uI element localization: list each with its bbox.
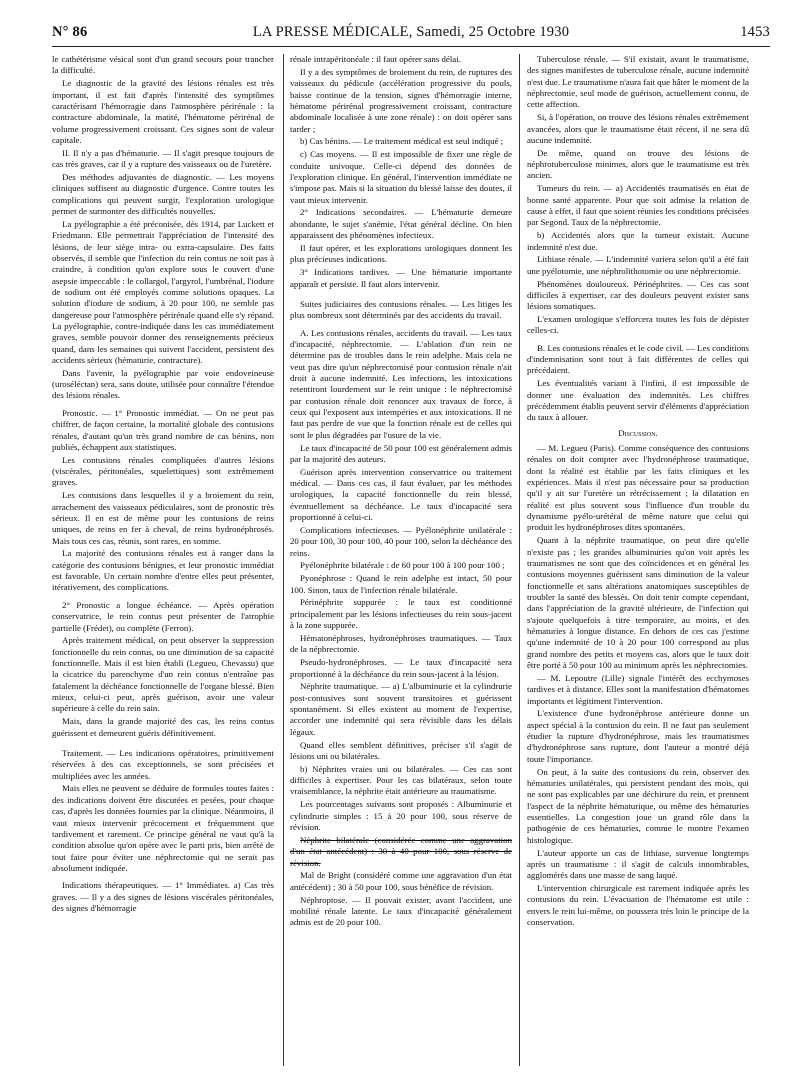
- paragraph: L'existence d'une hydronéphrose antérieure donne un aspect spécial à la contusion du rein. Il ne faut pas seulement étudier la rupture d'hydronéphrose, mais les traumatismes d'hydronéphrose sans rupture, dont l'auteur a montré déjà toute l'importance.: [527, 708, 749, 764]
- paragraph: Périnéphrite suppurée : le taux est conditionné principalement par les lésions infectieuses du rein sous-jacent à la zone suppurée.: [290, 597, 512, 631]
- paragraph: A. Les contusions rénales, accidents du travail. — Les taux d'incapacité, néphrectomie. — L'ablation d'un rein ne détermine pas de troubles dans le rein adelphe. Mais cela ne veut pas dire qu'un néphrectomisé pour contusion rénale n'ait droit à aucune indemnité. Les infections, les intoxications retentiront lourdement sur le rein unique : le néphrectomisé par contusion rénale doit renoncer aux travaux de force, à ceux qui l'exposent aux intempéries et aux intoxications. Il ne faut pas perdre de vue que la fonction rénale est de celles qui sont le plus dégradées par l'usure de la vie.: [290, 327, 512, 440]
- paragraph: L'intervention chirurgicale est rarement indiquée après les contusions du rein. L'évacuation de l'hématome est utile : envers le rein lui-même, on poussera très loin le principe de la conservation.: [527, 883, 749, 928]
- paragraph: 2° Indications secondaires. — L'hématurie demeure abondante, le sujet s'anémie, l'état général décline. On bien apparaissent des phénomènes infectieux.: [290, 207, 512, 241]
- paragraph: Indications thérapeutiques. — 1° Immédiates. a) Cas très graves. — Il y a des signes de lésions viscérales péritonéales, des signes d'hémorragie: [52, 880, 274, 913]
- journal-title: LA PRESSE MÉDICALE, Samedi, 25 Octobre 1930: [252, 24, 570, 40]
- paragraph: rénale intrapéritonéale : il faut opérer sans délai.: [290, 54, 461, 64]
- paragraph: De même, quand on trouve des lésions de néphrotuberculose minimes, alors que le traumatisme est très ancien.: [527, 147, 749, 181]
- paragraph: Traitement. — Les indications opératoires, primitivement réservées à des cas exceptionnels, se sont précisées et multipliées avec les années.: [52, 747, 274, 781]
- paragraph: Les contusions dans lesquelles il y a broiement du rein, arrachement des vaisseaux pédiculaires, sont de pronostic très sérieux. Il en est de même pour les contusions de reins uniques, de reins en fer à cheval, de reins hydronéphrosés. Mais tous ces cas, réunis, sont rares, en somme.: [52, 490, 274, 546]
- paragraph: b) Cas bénins. — Le traitement médical est seul indiqué ;: [300, 136, 504, 147]
- paragraph: Tumeurs du rein. — a) Accidentés traumatisés en état de bonne santé apparente. Pour que soit admise la relation de cause à effet, il faut que soient réunies les conditions précisées par Segond. Taux de la néphrectomie.: [527, 183, 749, 228]
- column-divider: [283, 54, 284, 1066]
- paragraph: Quant à la néphrite traumatique, on peut dire qu'elle n'existe pas ; les grandes albuminuries qu'on voit après les traumatismes ne sont que des coïncidences et en général les contusions moyennes guérissent sans diminution de la valeur fonctionnelle et sans altérations anatomiques susceptibles de troubler la santé des blessés. On doit tenir compte cependant, dans l'appréciation de la gravité ultérieure, de l'infection qui s'ajoute quelquefois à titre temporaire, au moins, et des hématuries à longue distance. En dehors de ces cas j'estime qu'une indemnité de 10 à 20 pour 100 correspond au plus grand nombre des petits et moyens cas, alors que le taux doit être porté à 50 pour 100 au minimum après les néphrectomies.: [527, 535, 749, 671]
- paragraph: Les contusions rénales compliquées d'autres lésions (viscérales, péritonéales, squelettiques) sont extrêmement graves.: [52, 454, 274, 488]
- page-header: [52, 22, 770, 47]
- issue-number: N° 86: [52, 24, 88, 40]
- paragraph: Mal de Bright (considéré comme une aggravation d'un état antécédent) ; 30 à 50 pour 100, sous bénéfice de révision.: [290, 870, 512, 892]
- paragraph: c) Cas moyens. — Il est impossible de fixer une règle de conduite univoque. Celle-ci dépend des données de l'exploration clinique. En général, l'intervention immédiate ne s'impose pas. Mais si la situation du blessé laisse des doutes, il vaut mieux intervenir.: [290, 149, 512, 205]
- paragraph: Mais, dans la grande majorité des cas, les reins contus guérissent et demeurent guéris définitivement.: [52, 716, 274, 738]
- paragraph: 3° Indications tardives. — Une hématurie importante apparaît et persiste. Il faut alors intervenir.: [290, 267, 512, 289]
- paragraph: 2° Pronostic a longue échéance. — Après opération conservatrice, le rein contus peut présenter de l'atrophie partielle (Frédet), ou complète (Ferron).: [52, 599, 274, 633]
- paragraph: Les pourcentages suivants sont proposés : Albuminurie et cylindrurie simples : 15 à 20 pour 100, sous réserve de révision.: [290, 799, 512, 832]
- paragraph: Phénomènes douloureux. Périnéphrites. — Ces cas sont difficiles à expertiser, car des douleurs peuvent exister sans lésions somatiques.: [527, 278, 749, 312]
- paragraph: Quand elles semblent définitives, préciser s'il s'agit de lésions uni ou bilatérales.: [290, 739, 512, 761]
- paragraph: b) Accidentés alors que la tumeur existait. Aucune indemnité n'est due.: [527, 230, 749, 252]
- paragraph: La majorité des contusions rénales est à ranger dans la catégorie des contusions bénignes, et leur pronostic immédiat est favorable. Un certain nombre d'entre elles peut présenter, itérativement, des complications.: [52, 548, 274, 593]
- paragraph: le cathétérisme vésical sont d'un grand secours pour trancher la difficulté.: [52, 54, 274, 76]
- paragraph: Suites judiciaires des contusions rénales. — Les litiges les plus nombreux sont déterminés par des accidents du travail.: [290, 298, 512, 321]
- paragraph: Complications infectieuses. — Pyélonéphrite unilatérale : 20 pour 100, 30 pour 100, 40 pour 100, selon la déchéance des reins.: [290, 524, 512, 558]
- paragraph: — M. Lepoutre (Lille) signale l'intérêt des ecchymoses tardives et à distance. Elles sont la manifestation d'hématomes importants et légitiment l'intervention.: [527, 672, 749, 706]
- paragraph: L'examen urologique s'efforcera toutes les fois de dépister celles-ci.: [527, 314, 749, 336]
- paragraph: L'auteur apporte un cas de lithiase, survenue longtemps après un traumatisme : il s'agit de calculs innombrables, agglomérés dans une masse de sang laqué.: [527, 847, 749, 881]
- paragraph: Pyélonéphrite bilatérale : de 60 pour 100 à 100 pour 100 ;: [300, 560, 505, 571]
- paragraph: Pseudo-hydronéphroses. — Le taux d'incapacité sera proportionné à la déchéance du rein sous-jacent à la lésion.: [290, 657, 512, 679]
- paragraph: Le taux d'incapacité de 50 pour 100 est généralement admis par la majorité des auteurs.: [290, 442, 512, 464]
- paragraph: Néphrite bilatérale (considérée comme une aggravation d'un état antécédent) : 30 à 40 pour 100, sous réserve de révision.: [290, 834, 512, 868]
- paragraph: Dans l'avenir, la pyélographie par voie endoveineuse (uroséléctan) sera, sans doute, utilisée pour connaître l'étendue des lésions rénales.: [52, 367, 274, 401]
- paragraph: Discussion.: [618, 427, 658, 438]
- paragraph: Le diagnostic de la gravité des lésions rénales est très important, il est fait d'après l'intensité des symptômes caractérisant l'hémorragie dans l'atmosphère périrénale : la contracture abdominale, la matité, l'hématome périrénal de volume progressivement croissant. Ces signes sont de valeur capitale.: [52, 78, 274, 145]
- paragraph: Les éventualités variant à l'infini, il est impossible de donner une évaluation des indemnités. Les chiffres précédemment établis peuvent servir d'éléments d'appréciation du taux à allouer.: [527, 378, 749, 423]
- paragraph: Hématonéphroses, hydronéphroses traumatiques. — Taux de la néphrectomie.: [290, 633, 512, 655]
- paragraph: Pyonéphrose : Quand le rein adelphe est intact, 50 pour 100. Sinon, taux de l'infection rénale bilatérale.: [290, 573, 512, 595]
- paragraph: Néphroptose. — Il pouvait exister, avant l'accident, une mobilité rénale latente. Le taux d'incapacité généralement admis est de 20 pour 100.: [290, 894, 512, 928]
- paragraph: II. Il n'y a pas d'hématurie. — Il s'agit presque toujours de cas très graves, car il y a rupture des vaisseaux ou de l'uretère.: [52, 147, 274, 170]
- paragraph: Mais elles ne peuvent se déduire de formules toutes faites : des indications doivent être discutées et pesées, pour chaque cas, d'après les données fournies par la clinique. Néanmoins, il vaut mieux intervenir précocement et fréquemment que tardivement et rarement. Ce principe général ne vaut qu'à la condition absolue qu'on opère avec le parti pris, bien arrêté de tout faire pour éviter une néphrectomie qui ne serait pas absolument indiquée.: [52, 783, 274, 873]
- column-left: [52, 54, 274, 1072]
- column-right: [527, 54, 749, 1072]
- paragraph: — M. Legueu (Paris). Comme conséquence des contusions rénales on doit compter avec l'hydronéphrose traumatique, dont la réalité est établie par les faits cliniques et les expériences. Mais il n'est pas nécessaire pour sa production qu'il y ait sur l'uretère un rétrécissement ; la dilatation en réalité est plus souvent sous l'influence d'un trouble du dynamisme pyélo-urétéral de même nature que celui qui produit les hydronéphroses dites spontanées.: [527, 443, 749, 533]
- paragraph: Pronostic. — 1° Pronostic immédiat. — On ne peut pas chiffrer, de façon certaine, la mortalité globale des contusions rénales, d'autant qu'un très grand nombre de cas bénins, non publiés, échappent aux statistiques.: [52, 407, 274, 452]
- paragraph: B. Les contusions rénales et le code civil. — Les conditions d'indemnisation sont tout à fait différentes de celles qui précédaient.: [527, 342, 749, 376]
- paragraph: Après traitement médical, on peut observer la suppression fonctionnelle du rein contus, ou une diminution de sa capacité fonctionnelle. Mais il est bien établi (Legueu, Chevassu) que la cicatrice du parenchyme d'un rein contus n'entraîne pas fatalement la déchéance fonctionnelle de l'organe blessé. Bien mieux, celui-ci peut, après guérison, avoir une valeur supérieure à celle du rein sain.: [52, 635, 274, 714]
- paragraph: b) Néphrites vraies uni ou bilatérales. — Ces cas sont difficiles à expertiser. Pour les cas bilatéraux, selon toute vraisemblance, la néphrite était antérieure au traumatisme.: [290, 763, 512, 797]
- page-number: 1453: [740, 24, 770, 40]
- paragraph: Lithiase rénale. — L'indemnité variera selon qu'il a été fait une pyélotomie, une néphrolithotomie ou une néphrectomie.: [527, 254, 749, 276]
- paragraph: La pyélographie a été préconisée, dès 1914, par Luckett et Friedmann. Elle permettrait l'appréciation de l'intensité des lésions, de leur siège intra- ou extra-capsulaire. Des faits observés, il semble que l'infection du rein contus ne soit pas à craindre, à condition qu'on explore sous le couvert d'une asepsie impeccable : le collargol, l'argyrol, l'umbrénal, l'iodure de sodium ont été employés comme solutions opaques. La solution d'iodure de sodium, à 20 pour 100, ne semble pas dangereuse pour l'atmosphère périrénale quand elle s'y répand. La pyélographie, contre-indiquée dans les cas immédiatement graves, semble pouvoir donner des renseignements précieux quand, dans les semaines qui suivent l'accident, persistent des accidents sérieux (hématurie, contracture).: [52, 218, 274, 365]
- paragraph: Des méthodes adjuvantes de diagnostic. — Les moyens cliniques suffisent au diagnostic d'urgence. Contre toutes les complications qui peuvent surgir, l'exploration urologique permet de surmonter des difficultés nouvelles.: [52, 171, 274, 216]
- paragraph: Tuberculose rénale. — S'il existait, avant le traumatisme, des signes manifestes de tuberculose rénale, aucune indemnité n'est due. Le traumatisme n'aura fait que hâter le moment de la néphrectomie, seul mode de guérison, actuellement connu, de cette affection.: [527, 54, 749, 110]
- column-middle: [290, 54, 512, 1072]
- paragraph: Guérison après intervention conservatrice ou traitement médical. — Dans ces cas, il faut évaluer, par les méthodes urologiques, la capacité fonctionnelle du rein blessé, éventuellement sa déchéance. Le taux d'incapacité sera proportionné à celui-ci.: [290, 466, 512, 523]
- paragraph: Il faut opérer, et les explorations urologiques donnent les plus précieuses indications.: [290, 243, 512, 265]
- paragraph: Il y a des symptômes de broiement du rein, de ruptures des vaisseaux du pédicule (accélération progressive du pouls, baisse continue de la tension, signes d'hémorragie interne, hématome périrénal progressivement croissant, contracture abdominale localisée à une zone rénale) : on doit opérer sans tarder ;: [290, 66, 512, 134]
- paragraph: On peut, à la suite des contusions du rein, observer des hématuries unilatérales, qui persistent pendant des mois, qui ne sont pas explicables par une déchirure du rein, et prennent l'aspect de la néphrite hématurique, ou même des hématuries essentielles. La congestion joue un grand rôle dans la pathogénie de ces hématuries, comme le montre l'examen histologique.: [527, 766, 749, 845]
- column-divider: [519, 54, 520, 1066]
- paragraph: Si, à l'opération, on trouve des lésions rénales extrêmement avancées, alors que le traumatisme était récent, il ne sera dû aucune indemnité.: [527, 112, 749, 145]
- paragraph: Néphrite traumatique. — a) L'albuminurie et la cylindrurie post-contusives sont souvent transitoires et guérissent spontanément. Si elles existent au moment de l'expertise, accorder une indemnité qui sera révisible dans les délais légaux.: [290, 681, 512, 737]
